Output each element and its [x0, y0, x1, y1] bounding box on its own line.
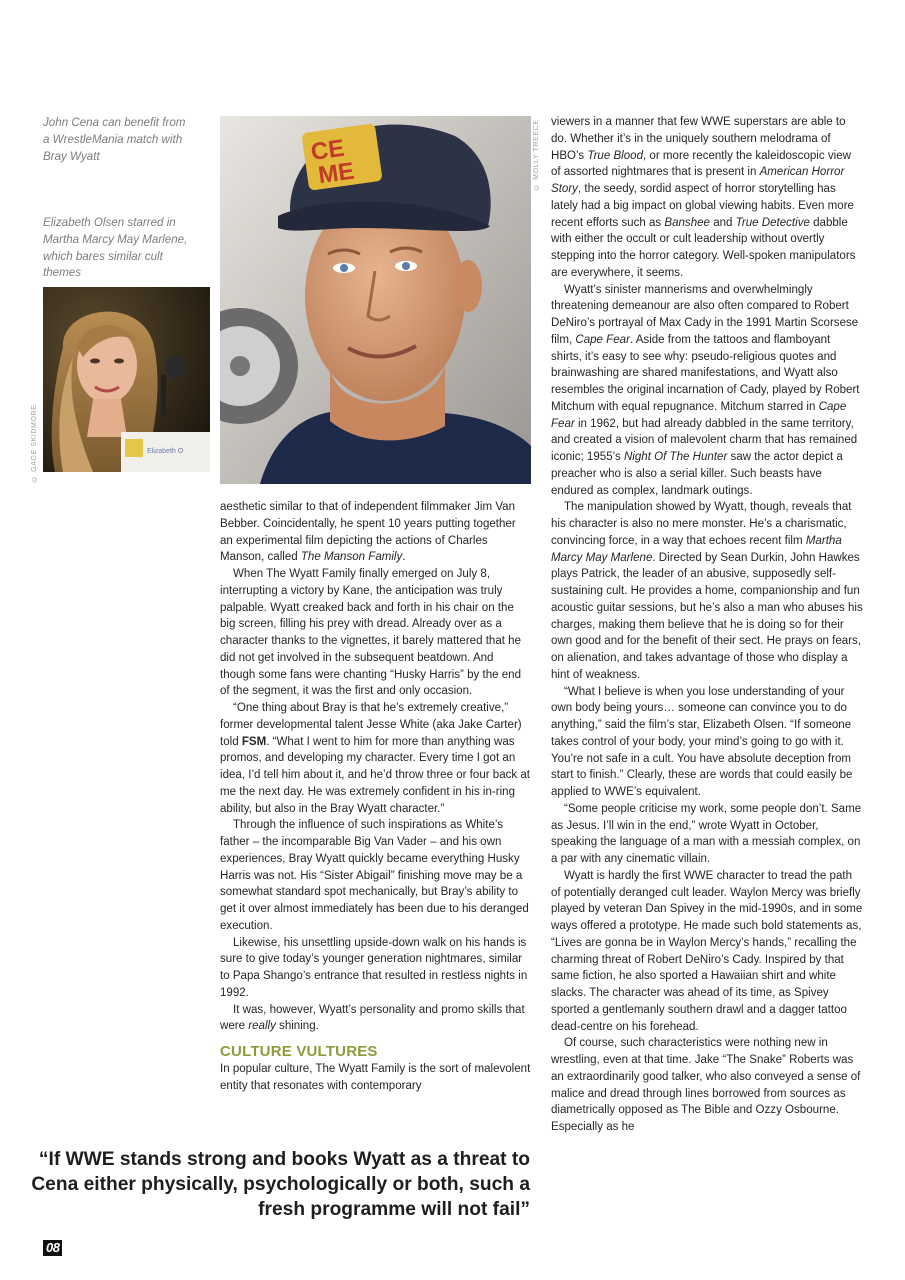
pull-quote: “If WWE stands strong and books Wyatt as a threat to Cena either physically, psychologically or both, such a fresh programme will not fail”	[31, 1149, 530, 1220]
paragraph: “What I believe is when you lose understanding of your own body being yours… someone can convince you to do anything,” said the film’s star, Elizabeth Olsen. “If someone takes control of your body, your mind’s going to go with it. You’re not safe in a cult. You have absolute deception from start to finish.” Clearly, these are words that could easily be applied to WWE’s equivalent.	[551, 685, 853, 798]
olsen-photo-caption: Elizabeth Olsen starred in Martha Marcy May Marlene, which bares similar cult themes	[43, 216, 188, 280]
nameplate-text: Elizabeth O	[147, 448, 184, 455]
paragraph: The manipulation showed by Wyatt, though, reveals that his character is also no mere monster. He’s a charismatic, convincing force, in a way that echoes recent film Martha Marcy May Marlene. Directed by Sean Durkin, John Hawkes plays Patrick, the leader of an abusive, supposedly self-sustaining cult. He provides a home, companionship and fun acoustic guitar sessions, but he’s also a man who abuses his charges, making them believe that he is doing so for their own good and for the benefit of their sect. He prays on fears, on alienation, and takes advantage of those who display a hint of weakness.	[551, 501, 863, 681]
section-heading: CULTURE VULTURES	[220, 1043, 378, 1060]
paragraph: Through the influence of such inspirations as White’s father – the incomparable Big Van Vader – and his own experiences, Bray Wyatt quickly became everything Husky Harris was not. His “Sister Abigail” finishing move may be a somewhat standard spot mechanically, but Bray’s ability to get it over almost immediately has been due to his deranged execution.	[220, 819, 529, 932]
olsen-photo-credit: © GAGE SKIDMORE	[31, 404, 38, 482]
paragraph: “One thing about Bray is that he’s extremely creative,” former developmental talent Jesse White (aka Jake Carter) told FSM. “What I went to him for more than anything was promos, and developing my character. Every time I got an idea, I’d tell him about it, and he’d throw three or four back at me the next day. He was extremely confident in his in-ring ability, but also in the Bray Wyatt character.”	[220, 702, 531, 815]
paragraph: Likewise, his unsettling upside-down walk on his hands is sure to give today’s younger generation nightmares, similar to Papa Shango’s entrance that resulted in restless nights in 1992.	[220, 936, 528, 999]
cena-photo-credit: © MOLLY TREECE	[533, 119, 540, 190]
elizabeth-olsen-photo	[43, 287, 210, 472]
paragraph: Wyatt’s sinister mannerisms and overwhelmingly threatening demeanour are also often compared to Robert DeNiro’s portrayal of Max Cady in the 1991 Martin Scorsese film, Cape Fear. Aside from the tattoos and flamboyant shirts, it’s easy to see why: pseudo-religious quotes and brainwashing are shared manifestations, and Wyatt also resembles the original incarnation of Cady, played by Robert Mitchum with equal repugnance. Mitchum starred in Cape Fear in 1962, but had already dabbled in the same territory, and created a vision of malevolent charm that has remained iconic; 1955’s Night Of The Hunter saw the actor depict a preacher who is also a serial killer. Such beasts have endured as complex, landmark outings.	[551, 283, 860, 497]
article-column-middle	[220, 499, 531, 1095]
paragraph: aesthetic similar to that of independent filmmaker Jim Van Bebber. Coincidentally, he spent 10 years putting together an experimental film depicting the actions of Charles Manson, called The Manson Family.	[220, 501, 516, 564]
paragraph: When The Wyatt Family finally emerged on July 8, interrupting a victory by Kane, the anticipation was truly palpable. Wyatt creaked back and forth in his chair on the big screen, filling his prey with dread. Already over as a character thanks to the vignettes, it barely mattered that he did not get involved in the subsequent beatdown. And though some fans were chanting “Husky Harris” by the end of the segment, it was the first and only occasion.	[220, 568, 522, 698]
paragraph: Wyatt is hardly the first WWE character to tread the path of potentially deranged cult leader. Waylon Mercy was briefly played by veteran Dan Spivey in the mid-1990s, and in some ways offered a prototype. He made such bold statements as, “Lives are gonna be in Waylon Mercy’s hands,” recalling the charming threat of Robert DeNiro’s Cady. Inspired by that same fiction, he also sported a Hawaiian shirt and white slacks. The character was ahead of its time, as Spivey sported a gentlemanly southern drawl and a dagger tattoo dead-centre on his forehead.	[551, 869, 863, 1033]
article-column-right	[551, 114, 863, 1136]
john-cena-photo	[220, 116, 531, 484]
paragraph: It was, however, Wyatt’s personality and promo skills that were really shining.	[220, 1003, 525, 1033]
cap-logo-text-top: CE	[309, 134, 347, 167]
paragraph: Of course, such characteristics were nothing new in wrestling, even at that time. Jake “The Snake” Roberts was an extraordinarily good talker, who also conveyed a sense of malice and dread through lines borrowed from sources as diametrically opposed as The Bible and Ozzy Osbourne. Especially as he	[551, 1037, 861, 1133]
paragraph: “Some people criticise my work, some people don’t. Same as Jesus. I’ll win in the end,” wrote Wyatt in October, speaking the language of a man with a messiah complex, on a par with any cinematic villain.	[551, 802, 862, 865]
page-number: 08	[43, 1240, 62, 1256]
cena-photo-caption: John Cena can benefit from a WrestleMania match with Bray Wyatt	[43, 116, 186, 163]
cap-logo-text-bottom: ME	[316, 157, 356, 190]
paragraph: In popular culture, The Wyatt Family is the sort of malevolent entity that resonates with contemporary	[220, 1063, 531, 1092]
paragraph: viewers in a manner that few WWE superstars are able to do. Whether it’s in the uniquely southern melodrama of HBO’s True Blood, or more recently the kaleidoscopic view of assorted nightmares that is present in American Horror Story, the seedy, sordid aspect of horror storytelling has lately had a big impact on global viewing habits. Even more recent efforts such as Banshee and True Detective dabble with either the occult or cult leadership without overtly stepping into the horror category. Well-spoken manipulators are everywhere, it seems.	[551, 116, 856, 279]
